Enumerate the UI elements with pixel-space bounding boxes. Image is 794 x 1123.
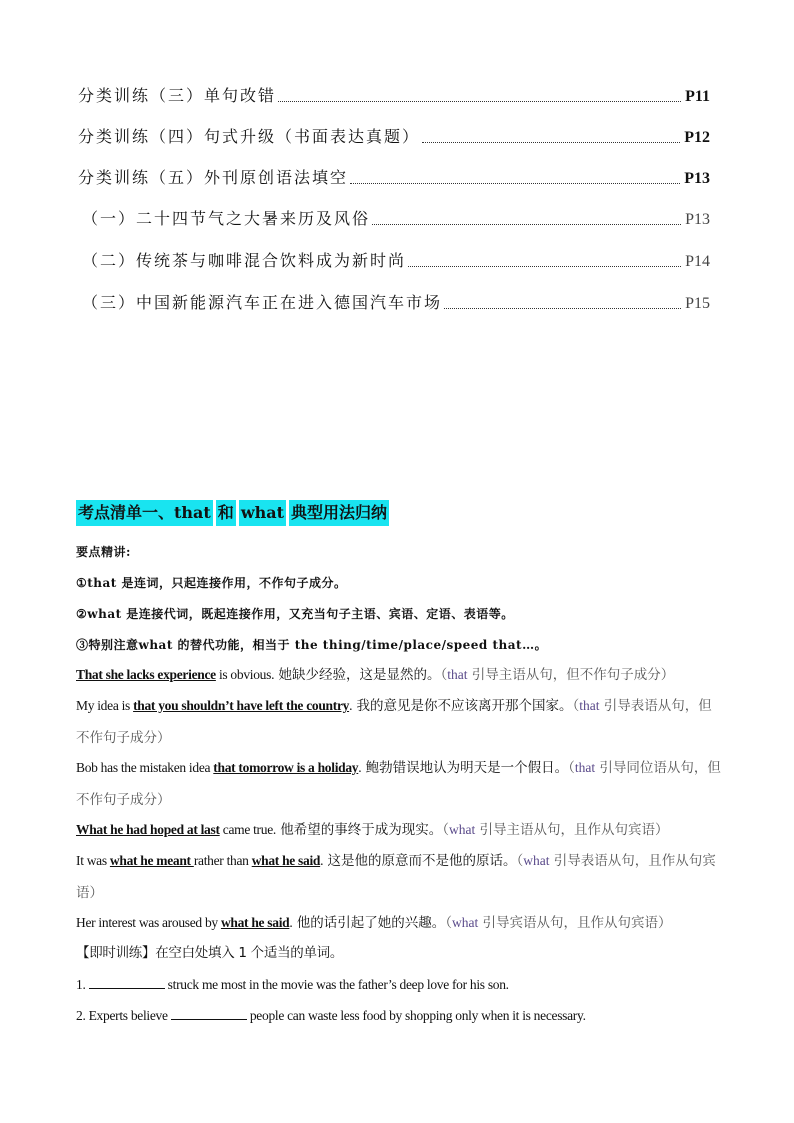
- question-number: 1.: [76, 977, 89, 992]
- note-keyword: that: [579, 698, 600, 713]
- note-text: 引导宾语从句，且作从句宾语）: [478, 915, 672, 931]
- toc-label: （三）中国新能源汽车正在进入德国汽车市场: [82, 293, 443, 312]
- toc-label: （一）二十四节气之大暑来历及风俗: [82, 209, 371, 228]
- example-text: Her interest was aroused by: [76, 915, 221, 930]
- toc-entry[interactable]: [78, 84, 710, 106]
- example-sentence: [76, 690, 721, 754]
- note-text: 引导同位语从句，但不作句子成分）: [76, 760, 721, 808]
- note-keyword: that: [447, 667, 468, 682]
- toc-page-number: P11: [685, 88, 710, 105]
- keypoints-title: 要点精讲:: [76, 545, 131, 559]
- note-open: （: [442, 822, 450, 838]
- toc-entry[interactable]: [82, 207, 710, 229]
- example-note: [442, 822, 668, 838]
- example-note: [440, 667, 674, 683]
- note-keyword: what: [451, 915, 479, 930]
- toc-page-number: P13: [684, 170, 710, 187]
- example-translation: 他的话引起了她的兴趣。: [292, 915, 446, 931]
- example-text: came true.: [219, 822, 276, 837]
- toc-leader: [278, 100, 681, 102]
- example-clause: what he said: [251, 853, 321, 868]
- toc-leader: [372, 223, 681, 225]
- toc-entry[interactable]: [78, 125, 710, 147]
- note-text: 引导表语从句，但不作句子成分）: [76, 698, 712, 746]
- heading-part: 考点清单一、that: [76, 500, 213, 526]
- answer-blank[interactable]: [89, 976, 165, 989]
- keypoint-1: ①that 是连词，只起连接作用，不作句子成分。: [76, 576, 347, 590]
- example-translation: 我的意见是你不应该离开那个国家。: [352, 698, 573, 714]
- example-text: .: [289, 915, 293, 930]
- note-text: 引导表语从句，且作从句宾语）: [76, 853, 716, 901]
- note-keyword: what: [449, 822, 476, 837]
- note-keyword: what: [523, 853, 550, 868]
- keypoint-2: ②what 是连接代词，既起连接作用，又充当句子主语、宾语、定语、表语等。: [76, 607, 514, 621]
- note-text: 引导主语从句，且作从句宾语）: [475, 822, 669, 838]
- example-translation: 他希望的事终于成为现实。: [275, 822, 443, 838]
- toc-page-number: P15: [685, 295, 710, 312]
- toc-entry[interactable]: [82, 291, 710, 313]
- example-text: .: [349, 698, 353, 713]
- toc-entry[interactable]: [82, 249, 710, 271]
- answer-blank[interactable]: [171, 1007, 247, 1020]
- question-text: struck me most in the movie was the father’s deep love for his son.: [164, 977, 509, 992]
- toc-label: （二）传统茶与咖啡混合饮料成为新时尚: [82, 251, 407, 270]
- note-open: （: [516, 853, 524, 869]
- toc-entry[interactable]: [78, 166, 710, 188]
- example-clause: that tomorrow is a holiday: [213, 760, 359, 775]
- toc-label: 分类训练（四）句式升级（书面表达真题）: [78, 127, 421, 146]
- example-text: It was: [76, 853, 110, 868]
- example-note: [445, 915, 671, 931]
- question-text: people can waste less food by shopping only when it is necessary.: [246, 1008, 586, 1023]
- section-heading: [76, 500, 392, 526]
- practice-title: 【即时训练】在空白处填入 1 个适当的单词。: [76, 945, 344, 961]
- note-open: （: [568, 760, 575, 776]
- heading-part: what: [239, 500, 286, 526]
- toc-leader: [408, 265, 681, 267]
- example-sentence: [76, 659, 721, 691]
- keypoint-3: ③特别注意what 的替代功能，相当于 the thing/time/place/speed that…。: [76, 638, 548, 652]
- example-translation: 鲍勃错误地认为明天是一个假日。: [361, 760, 569, 776]
- example-text: Bob has the mistaken idea: [76, 760, 214, 775]
- note-open: （: [572, 698, 580, 714]
- example-text: is obvious.: [215, 667, 275, 682]
- example-text: rather than: [193, 853, 252, 868]
- toc-leader: [350, 182, 680, 184]
- note-open: （: [445, 915, 452, 931]
- toc-page-number: P13: [685, 211, 710, 228]
- toc-leader: [422, 141, 680, 143]
- example-clause: what he meant: [109, 853, 194, 868]
- toc-label: 分类训练（五）外刊原创语法填空: [78, 168, 349, 187]
- toc-page-number: P14: [685, 253, 710, 270]
- practice-question-1: [76, 969, 721, 1000]
- example-text: .: [320, 853, 324, 868]
- example-clause: What he had hoped at last: [76, 822, 220, 837]
- toc-label: 分类训练（三）单句改错: [78, 86, 277, 105]
- example-clause: what he said: [220, 915, 290, 930]
- note-text: 引导主语从句，但不作句子成分）: [467, 667, 675, 683]
- question-text: 2. Experts believe: [76, 1008, 171, 1023]
- example-text: My idea is: [76, 698, 134, 713]
- example-sentence: [76, 907, 721, 939]
- toc-page-number: P12: [684, 129, 710, 146]
- toc-leader: [444, 307, 681, 309]
- example-clause: That she lacks experience: [76, 667, 216, 682]
- example-sentence: [76, 814, 721, 846]
- example-sentence: [76, 752, 721, 816]
- practice-question-2: [76, 1000, 721, 1031]
- note-open: （: [440, 667, 448, 683]
- example-text: .: [358, 760, 362, 775]
- example-sentence: [76, 845, 721, 909]
- example-clause: that you shouldn’t have left the country: [133, 698, 350, 713]
- heading-part: 和: [216, 500, 236, 526]
- note-keyword: that: [574, 760, 596, 775]
- heading-part: 典型用法归纳: [289, 500, 389, 526]
- example-translation: 她缺少经验，这是显然的。: [274, 667, 441, 683]
- example-translation: 这是他的原意而不是他的原话。: [323, 853, 517, 869]
